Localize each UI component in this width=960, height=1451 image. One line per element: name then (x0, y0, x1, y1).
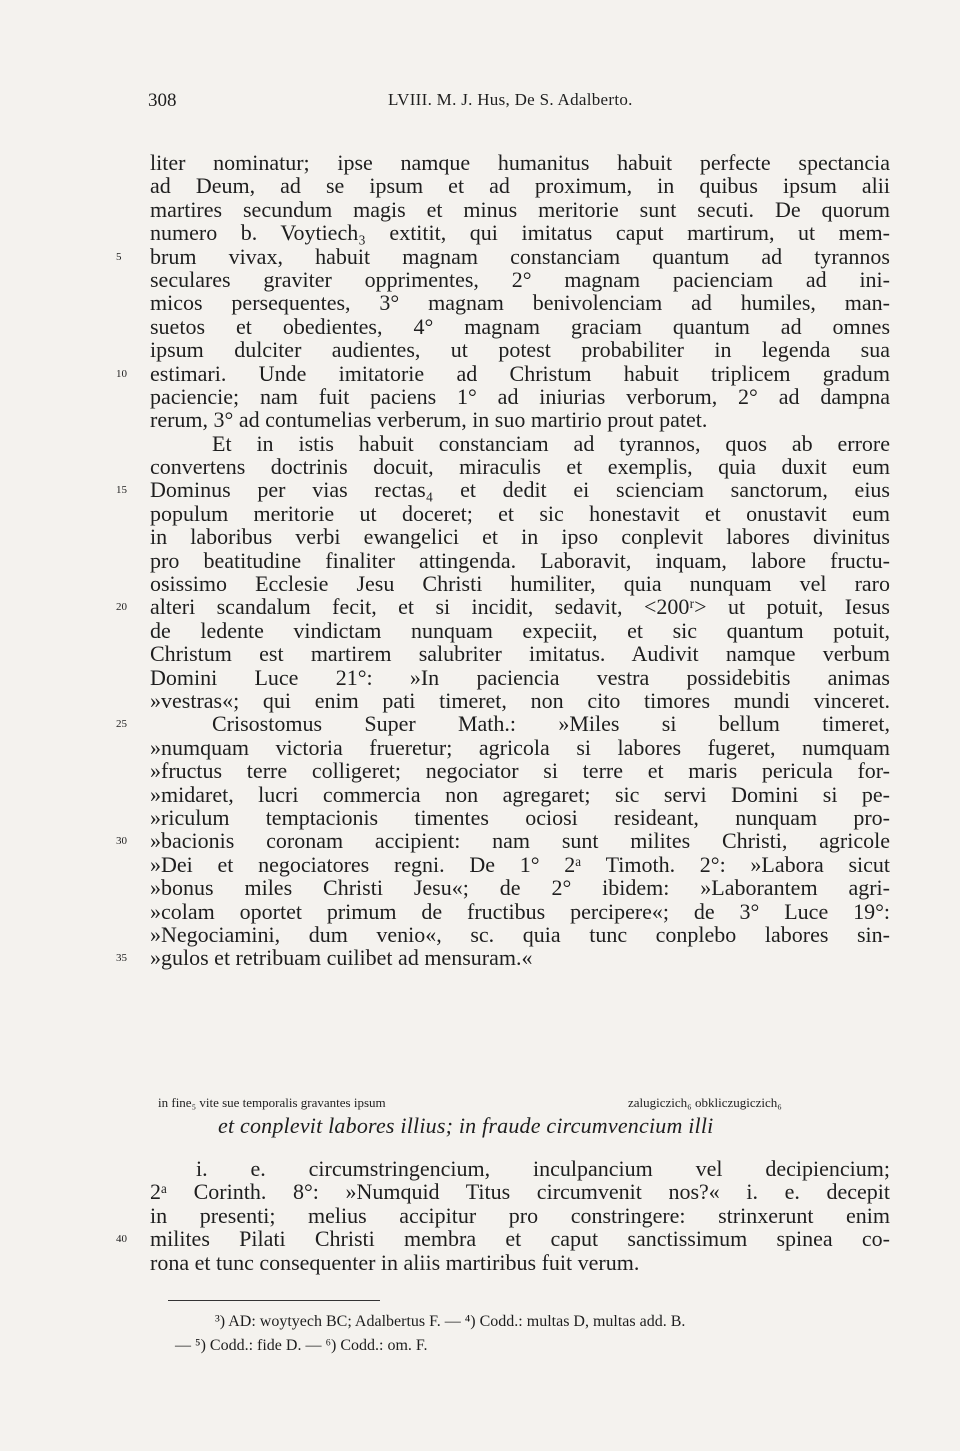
text-line (150, 408, 890, 431)
line-text: de ledente vindictam nunquam expeciit, et sic quantum potuit, (150, 617, 890, 643)
text-line (150, 642, 890, 665)
text-line (116, 711, 890, 737)
line-text: Christum est martirem salubriter imitatus. Audivit namque verbum (150, 641, 890, 667)
page-header (148, 90, 888, 120)
footnote-line: ³) AD: woytyech BC; Adalbertus F. — ⁴) Codd.: multas D, multas add. B. (215, 1313, 686, 1330)
text-line (150, 268, 890, 291)
line-number: 15 (116, 484, 127, 497)
line-text: estimari. Unde imitatorie ad Christum habuit triplicem gradum (150, 360, 890, 386)
text-line (116, 360, 890, 386)
line-text: »Dei et negociatores regni. De 1° 2ᵃ Timoth. 2°: »Labora sicut (150, 851, 890, 877)
line-text: ad Deum, ad se ipsum et ad proximum, in quibus ipsum alii (150, 173, 890, 199)
lemma-line: et conplevit labores illius; in fraude circumvencium illi (218, 1113, 714, 1138)
text-line (150, 572, 890, 595)
line-text: liter nominatur; ipse namque humanitus habuit perfecte spectancia (150, 150, 890, 175)
text-line (116, 243, 890, 269)
footnotes (155, 1310, 895, 1358)
line-text: rerum, 3° ad contumelias verberum, in suo martirio prout patet. (150, 407, 708, 433)
line-text: »colam oportet primum de fructibus percipere«; de 3° Luce 19°: (150, 898, 890, 924)
line-text: ipsum dulciter audientes, ut potest probabiliter in legenda sua (150, 337, 890, 363)
gloss-left: in fine₅ vite sue temporalis gravantes ipsum (158, 1095, 386, 1110)
line-text: Crisostomus Super Math.: »Miles si bellum timeret, (212, 711, 890, 737)
line-text: in laboribus verbi ewangelici et in ipso conplevit labores divinitus (150, 524, 890, 550)
commentary-text (116, 1156, 890, 1275)
text-line (150, 759, 890, 782)
line-text: pro beatitudine finaliter attingenda. Laboravit, inquam, labore fructu- (150, 547, 890, 573)
line-text: populum meritorie ut doceret; et sic honestavit et onustavit eum (150, 500, 890, 526)
line-text: brum vivax, habuit magnam constanciam quantum ad tyrannos (150, 243, 890, 269)
line-text: convertens doctrinis docuit, miraculis et exemplis, quia duxit eum (150, 454, 890, 480)
line-number: 5 (116, 250, 122, 263)
footnote-rule (168, 1300, 380, 1301)
text-line (150, 736, 890, 759)
line-text: »fructus terre colligeret; negociator si terre et maris pericula for- (150, 758, 890, 784)
line-text: numero b. Voytiech₃ extitit, qui imitatus caput martirum, ut mem- (150, 220, 890, 246)
text-line (150, 151, 890, 174)
text-line (150, 666, 890, 689)
line-text: »vestras«; qui enim pati timeret, non cito timores mundi vinceret. (150, 687, 890, 713)
text-line (150, 853, 890, 876)
text-line (150, 221, 890, 244)
text-line (150, 806, 890, 829)
text-line (116, 594, 890, 620)
text-line (150, 876, 890, 899)
line-text: »midaret, lucri commercia non agregaret; sic servi Domini si pe- (150, 781, 890, 807)
text-line (150, 432, 890, 455)
text-line (116, 945, 890, 971)
line-text: paciencie; nam fuit paciens 1° ad iniurias verborum, 2° ad dampna (150, 383, 890, 409)
line-text: martires secundum magis et minus meritorie sunt secuti. De quorum (150, 196, 890, 222)
text-line (150, 1251, 890, 1274)
line-number: 40 (116, 1233, 127, 1246)
line-text: milites Pilati Christi membra et caput sanctissimum spinea co- (150, 1226, 890, 1252)
text-line (150, 549, 890, 572)
running-head: LVIII. M. J. Hus, De S. Adalberto. (388, 90, 633, 109)
line-text: rona et tunc consequenter in aliis martiribus fuit verum. (150, 1249, 640, 1275)
text-line (116, 477, 890, 503)
text-line (150, 923, 890, 946)
text-line (150, 502, 890, 525)
page-number: 308 (148, 90, 177, 111)
line-number: 30 (116, 835, 127, 848)
line-text: osissimo Ecclesie Jesu Christi humiliter, quia nunquam vel raro (150, 571, 890, 597)
gloss-right: zalugiczich₆ obkliczugiczich₆ (628, 1095, 782, 1110)
text-line (150, 525, 890, 548)
line-text: »bonus miles Christi Jesu«; de 2° ibidem: »Laborantem agri- (150, 875, 890, 901)
interlinear-glosses (158, 1095, 888, 1113)
line-text: alteri scandalum fecit, et si incidit, sedavit, <200ʳ> ut potuit, Iesus (150, 594, 890, 620)
text-line (150, 291, 890, 314)
text-line (150, 198, 890, 221)
line-number: 35 (116, 952, 127, 965)
line-text: »Negociamini, dum venio«, sc. quia tunc conplebo labores sin- (150, 921, 890, 947)
line-text: »bacionis coronam accipient: nam sunt milites Christi, agricole (150, 828, 890, 854)
line-number: 25 (116, 718, 127, 731)
line-number: 20 (116, 601, 127, 614)
text-line (150, 783, 890, 806)
text-line (150, 385, 890, 408)
text-line (150, 900, 890, 923)
line-text: seculares graviter opprimentes, 2° magnam pacienciam ad ini- (150, 266, 890, 292)
line-text: Et in istis habuit constanciam ad tyrannos, quos ab errore (212, 430, 890, 456)
text-line (150, 455, 890, 478)
line-text: Domini Luce 21°: »In paciencia vestra possidebitis animas (150, 664, 890, 690)
line-text: »gulos et retribuam cuilibet ad mensuram.« (150, 945, 533, 971)
text-line (150, 1204, 890, 1227)
text-line (116, 828, 890, 854)
line-text: suetos et obedientes, 4° magnam graciam quantum ad omnes (150, 313, 890, 339)
text-line (150, 1180, 890, 1203)
text-line (116, 1226, 890, 1252)
line-text: micos persequentes, 3° magnam benivolenciam ad humiles, man- (150, 290, 890, 316)
line-text: in presenti; melius accipitur pro constringere: strinxerunt enim (150, 1202, 890, 1228)
text-line (150, 689, 890, 712)
line-text: Dominus per vias rectas₄ et dedit ei scienciam sanctorum, eius (150, 477, 890, 503)
text-line (150, 1157, 890, 1180)
line-text: 2ᵃ Corinth. 8°: »Numquid Titus circumvenit nos?« i. e. decepit (150, 1179, 890, 1205)
line-text: »numquam victoria frueretur; agricola si labores fugeret, numquam (150, 734, 890, 760)
line-text: »riculum temptacionis timentes ociosi resideant, nunquam pro- (150, 804, 890, 830)
text-line (150, 315, 890, 338)
text-line (150, 174, 890, 197)
text-line (150, 338, 890, 361)
footnote-line: — ⁵) Codd.: fide D. — ⁶) Codd.: om. F. (175, 1337, 428, 1354)
text-line (150, 619, 890, 642)
main-text (116, 150, 890, 971)
line-text: i. e. circumstringencium, inculpancium vel decipiencium; (196, 1156, 890, 1181)
line-number: 10 (116, 367, 127, 380)
